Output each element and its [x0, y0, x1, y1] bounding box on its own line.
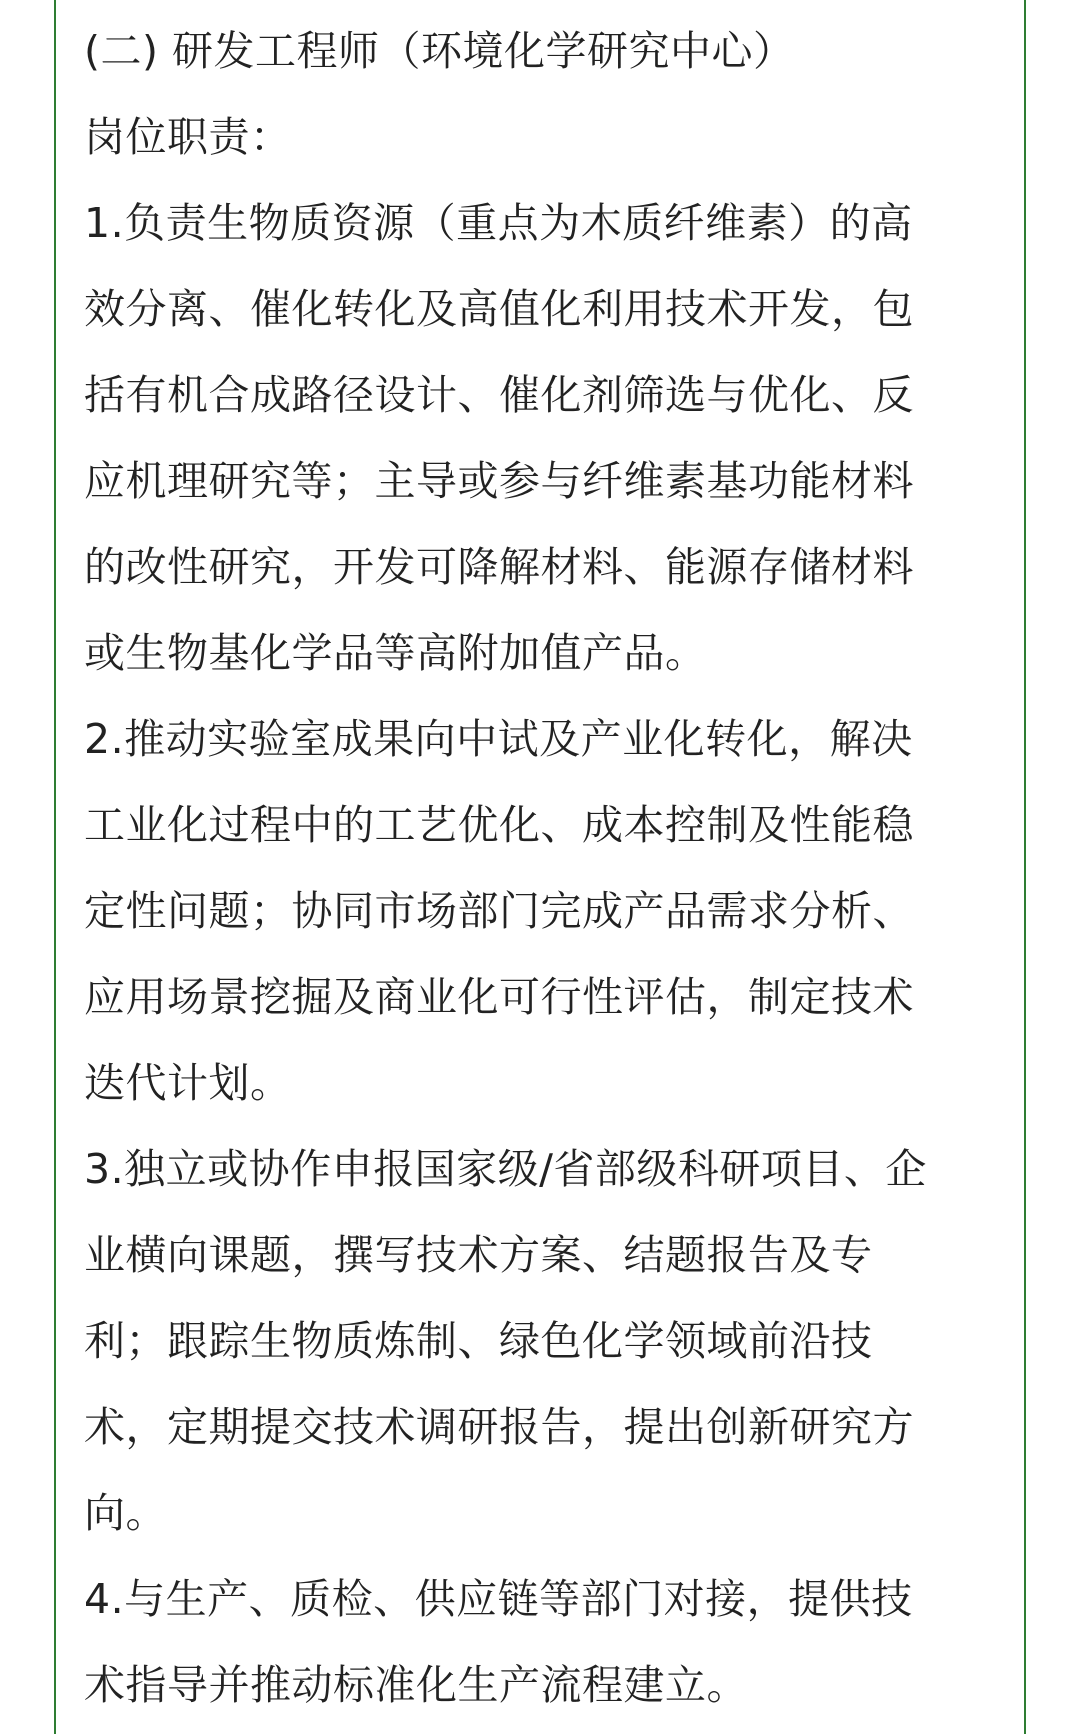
duty-line: 应机理研究等；主导或参与纤维素基功能材料 [84, 457, 914, 505]
duty-line: 或生物基化学品等高附加值产品。 [84, 629, 707, 677]
duty-line: 1.负责生物质资源（重点为木质纤维素）的高 [84, 199, 913, 247]
duty-line: 括有机合成路径设计、催化剂筛选与优化、反 [84, 371, 914, 419]
duty-line: 的改性研究，开发可降解材料、能源存储材料 [84, 543, 914, 591]
duty-line: 迭代计划。 [84, 1059, 292, 1107]
duty-line: 术，定期提交技术调研报告，提出创新研究方 [84, 1403, 914, 1451]
duty-line: 业横向课题，撰写技术方案、结题报告及专 [84, 1231, 873, 1279]
duty-line: 效分离、催化转化及高值化利用技术开发，包 [84, 285, 914, 333]
duties-heading: 岗位职责： [84, 113, 292, 161]
duty-line: 术指导并推动标准化生产流程建立。 [84, 1661, 748, 1709]
job-description [84, 8, 994, 1728]
duty-line: 向。 [84, 1489, 167, 1537]
duty-line: 应用场景挖掘及商业化可行性评估，制定技术 [84, 973, 914, 1021]
duty-line: 定性问题；协同市场部门完成产品需求分析、 [84, 887, 914, 935]
section-title: (二) 研发工程师（环境化学研究中心） [84, 27, 795, 75]
duty-line: 2.推动实验室成果向中试及产业化转化，解决 [84, 715, 913, 763]
duty-line: 工业化过程中的工艺优化、成本控制及性能稳 [84, 801, 914, 849]
duty-line: 利；跟踪生物质炼制、绿色化学领域前沿技 [84, 1317, 873, 1365]
duty-line: 3.独立或协作申报国家级/省部级科研项目、企 [84, 1145, 927, 1193]
duty-line: 4.与生产、质检、供应链等部门对接，提供技 [84, 1575, 913, 1623]
